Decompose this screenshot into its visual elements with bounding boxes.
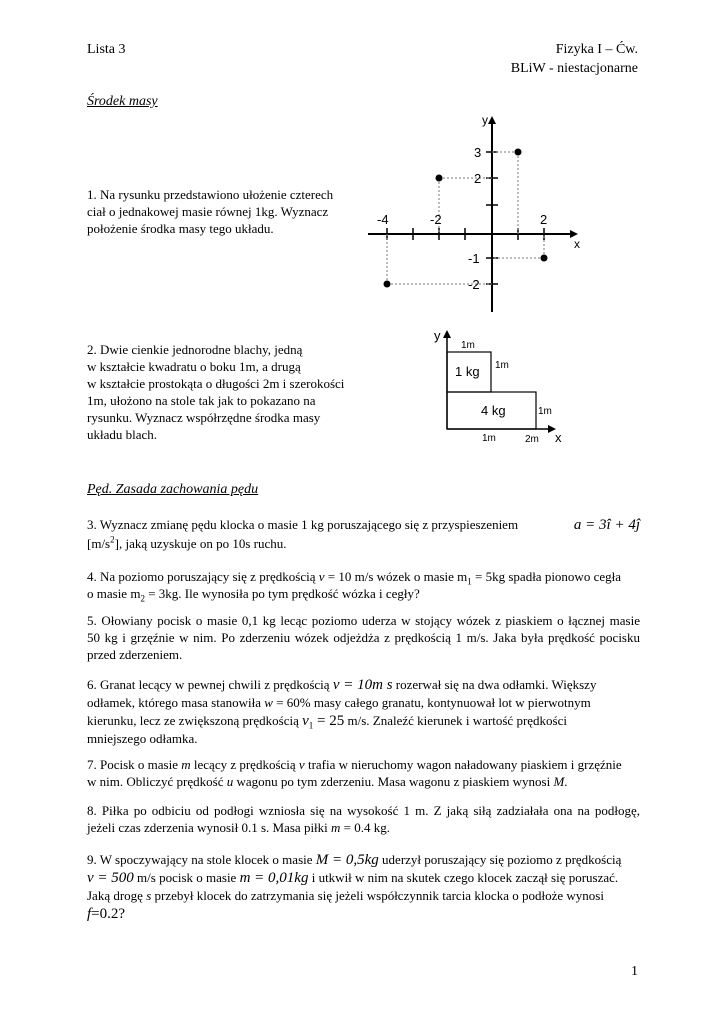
velocity-formula: v = 500 xyxy=(87,870,134,886)
text: 9. W spoczywający na stole klocek o masie xyxy=(87,852,316,867)
y-tick-label: 2 xyxy=(474,171,482,186)
text: przebył klocek do zatrzymania się jeżeli współczynnik tarcia klocka o podłoże wynosi xyxy=(151,888,604,903)
text: = 5kg spadła pionowo cegła xyxy=(471,569,621,584)
text: 7. Pocisk o masie xyxy=(87,757,182,772)
mass-point xyxy=(384,281,391,288)
var-u: u xyxy=(226,774,234,789)
figure-point-masses xyxy=(360,108,590,318)
task-3-line-end: ], jaką uzyskuje on po 10s ruchu. xyxy=(114,536,287,551)
var-v: v xyxy=(298,757,305,772)
task-3 xyxy=(87,516,640,552)
task-5-line: przed zderzeniem. xyxy=(87,647,183,662)
task-2-line: układu blach. xyxy=(87,427,158,442)
y-axis-label: y xyxy=(482,113,488,127)
task-2 xyxy=(87,341,377,443)
x-tick-label-1m: 1m xyxy=(482,433,496,444)
velocity-formula: v = 10m s xyxy=(332,677,393,693)
task-2-line: w kształcie kwadratu o boku 1m, a drugą xyxy=(87,359,301,374)
task-8 xyxy=(87,802,640,836)
text: = 10 m/s wózek o masie m xyxy=(324,569,468,584)
text: w nim. Obliczyć prędkość xyxy=(87,774,227,789)
text: rozerwał się na dwa odłamki. Większy xyxy=(392,677,597,692)
x-axis-label: x xyxy=(555,430,562,445)
rectangle-side-label: 1m xyxy=(538,406,552,417)
task-3-line: 3. Wyznacz zmianę pędu klocka o masie 1 kg poruszającego się z przyspieszeniem xyxy=(87,517,519,532)
var-f: f xyxy=(87,906,92,922)
task-3-unit-exponent: 2 xyxy=(110,534,115,545)
var-v1: v xyxy=(302,713,309,729)
square-mass-label: 1 kg xyxy=(455,364,480,379)
x-tick-label: -4 xyxy=(377,212,389,227)
text: = 60% masy całego granatu, kontynuował lot w pierwotnym xyxy=(272,695,591,710)
y-tick-label: 3 xyxy=(474,145,482,160)
mass-formula: M = 0,5kg xyxy=(315,852,379,868)
text: odłamek, którego masa stanowiła xyxy=(87,695,265,710)
task-2-line: rysunku. Wyznacz współrzędne środka masy xyxy=(87,410,321,425)
figure-plates xyxy=(428,324,578,448)
var-v: v xyxy=(318,569,325,584)
var-m: m xyxy=(331,820,341,835)
text: i utkwił w nim na skutek czego klocek zaczął się poruszać. xyxy=(308,870,619,885)
mass-point xyxy=(436,175,443,182)
subscript: 2 xyxy=(140,593,145,604)
y-axis-arrow xyxy=(443,330,451,338)
task-7 xyxy=(87,756,640,790)
task-5 xyxy=(87,612,640,663)
x-tick-label: 2 xyxy=(540,212,548,227)
var-M: M xyxy=(553,774,565,789)
subscript: 1 xyxy=(467,576,472,587)
task-5-line: 50 kg i grzęźnie w nim. Po zderzeniu wózek odjeżdża z prędkością 1 m/s. Jaka była prędkość pocisku xyxy=(87,630,640,645)
value: = 25 xyxy=(313,713,345,729)
guide-lines xyxy=(387,152,544,284)
section-title-center-of-mass: Środek masy xyxy=(87,94,158,109)
text: . xyxy=(564,774,568,789)
x-axis-label: x xyxy=(574,237,580,251)
acceleration-formula: a = 3î + 4ĵ xyxy=(573,517,640,533)
x-tick-label-2m: 2m xyxy=(525,434,539,445)
rectangle-mass-label: 4 kg xyxy=(481,403,506,418)
text: m/s pocisk o masie xyxy=(133,870,240,885)
text: = 3kg. Ile wynosiła po tym prędkość wózka i cegły? xyxy=(144,586,420,601)
y-axis-arrow xyxy=(488,116,496,124)
task-3-unit: [m/s xyxy=(87,536,111,551)
y-tick-label: -2 xyxy=(468,277,480,292)
task-2-line: 1m, ułożono na stole tak jak to pokazano na xyxy=(87,393,316,408)
x-tick-label: -2 xyxy=(430,212,442,227)
task-6 xyxy=(87,676,640,748)
text: m/s. Znaleźć kierunek i wartość prędkości xyxy=(344,713,567,728)
y-tick-label: -1 xyxy=(468,251,480,266)
header-program: BLiW - niestacjonarne xyxy=(510,61,638,76)
text: o masie m xyxy=(87,586,141,601)
section-title-momentum: Pęd. Zasada zachowania pędu xyxy=(87,482,259,497)
bullet-mass-formula: m = 0,01kg xyxy=(239,870,309,886)
header-course: Fizyka I – Ćw. xyxy=(555,42,638,57)
text: = 0.4 kg. xyxy=(340,820,391,835)
text: wagonu po tym zderzeniu. Masa wagonu z piaskiem wynosi xyxy=(233,774,554,789)
text: =0.2? xyxy=(91,906,126,922)
square-side-label: 1m xyxy=(495,360,509,371)
task-1-line: 1. Na rysunku przedstawiono ułożenie czterech xyxy=(87,187,334,202)
task-4 xyxy=(87,568,640,602)
text: trafia w nieruchomy wagon naładowany piaskiem i grzęźnie xyxy=(304,757,622,772)
y-axis-label: y xyxy=(434,328,441,343)
var-w: w xyxy=(264,695,273,710)
task-2-line: 2. Dwie cienkie jednorodne blachy, jedną xyxy=(87,342,303,357)
page-number: 1 xyxy=(631,964,638,979)
subscript: 1 xyxy=(308,720,314,731)
text: 6. Granat lecący w pewnej chwili z prędkością xyxy=(87,677,333,692)
task-2-line: w kształcie prostokąta o długości 2m i szerokości xyxy=(87,376,345,391)
header-left: Lista 3 xyxy=(87,42,126,57)
task-6-line: mniejszego odłamka. xyxy=(87,731,198,746)
var-s: s xyxy=(146,888,152,903)
mass-point xyxy=(515,149,522,156)
text: kierunku, lecz ze zwiększoną prędkością xyxy=(87,713,303,728)
task-9 xyxy=(87,851,640,923)
var-m: m xyxy=(181,757,191,772)
task-1-line: ciał o jednakowej masie równej 1kg. Wyznacz xyxy=(87,204,329,219)
text: 4. Na poziomo poruszający się z prędkością xyxy=(87,569,319,584)
text: Jaką drogę xyxy=(87,888,147,903)
task-8-line: 8. Piłka po odbiciu od podłogi wzniosła się na wysokość 1 m. Z jaką siłą zadziałała ona na podłogę, xyxy=(87,803,640,818)
task-1-line: położenie środka masy tego układu. xyxy=(87,221,274,236)
text: lecący z prędkością xyxy=(190,757,299,772)
task-5-line: 5. Ołowiany pocisk o masie 0,1 kg lecąc poziomo uderza w stojący wózek z piaskiem o łącznej masie xyxy=(87,613,640,628)
text: uderzył poruszający się poziomo z prędkością xyxy=(378,852,622,867)
square-top-label: 1m xyxy=(461,340,475,351)
mass-point xyxy=(541,255,548,262)
task-1 xyxy=(87,186,377,237)
text: jeżeli czas zderzenia wynosił 0.1 s. Masa piłki xyxy=(87,820,332,835)
